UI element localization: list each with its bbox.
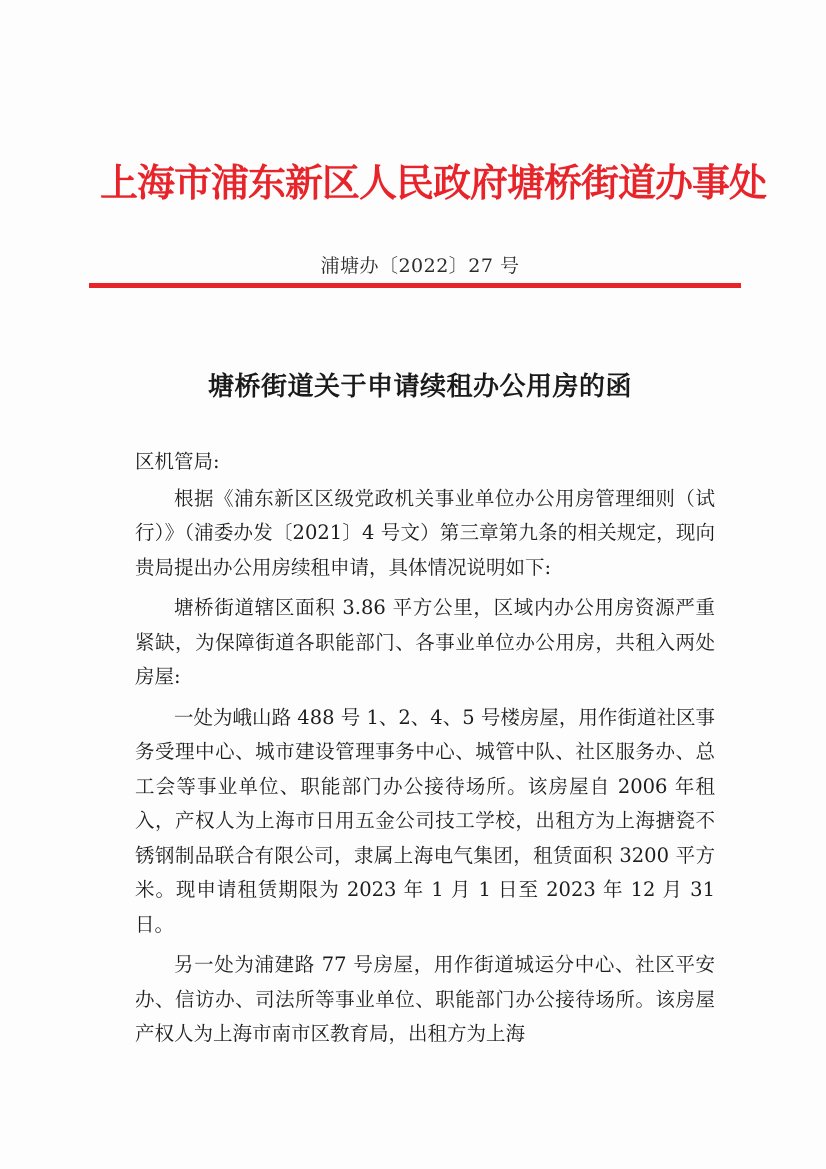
body-paragraph: 塘桥街道辖区面积 3.86 平方公里，区域内办公用房资源严重紧缺，为保障街道各职能部门、各事业单位办公用房，共租入两处房屋: — [135, 596, 715, 688]
issuer-red-header: 上海市浦东新区人民政府塘桥街道办事处 — [100, 160, 767, 205]
red-divider-line — [89, 283, 741, 288]
document-title: 塘桥街道关于申请续租办公用房的函 — [207, 372, 632, 402]
salutation: 区机管局: — [135, 450, 220, 473]
document-number: 浦塘办〔2022〕27 号 — [320, 255, 520, 277]
body-paragraph: 一处为峨山路 488 号 1、2、4、5 号楼房屋，用作街道社区事务受理中心、城市建设管理事务中心、城管中队、社区服务办、总工会等事业单位、职能部门办公接待场所。该房屋自 2006 年租入，产权人为上海市日用五金公司技工学校，出租方为上海搪瓷不锈钢制品联合有限公司，隶属上海电气集团，租赁面积 3200 平方米。现申请租赁期限为 2023 年 1 月 1 日至 2023 年 12 月 31 日。 — [135, 705, 715, 936]
document-body — [135, 445, 715, 1058]
body-paragraph: 另一处为浦建路 77 号房屋，用作街道城运分中心、社区平安办、信访办、司法所等事业单位、职能部门办公接待场所。该房屋产权人为上海市南市区教育局，出租方为上海 — [135, 953, 715, 1045]
body-paragraph: 根据《浦东新区区级党政机关事业单位办公用房管理细则（试行）》（浦委办发〔2021〕4 号文）第三章第九条的相关规定，现向贵局提出办公用房续租申请，具体情况说明如下: — [135, 486, 715, 579]
